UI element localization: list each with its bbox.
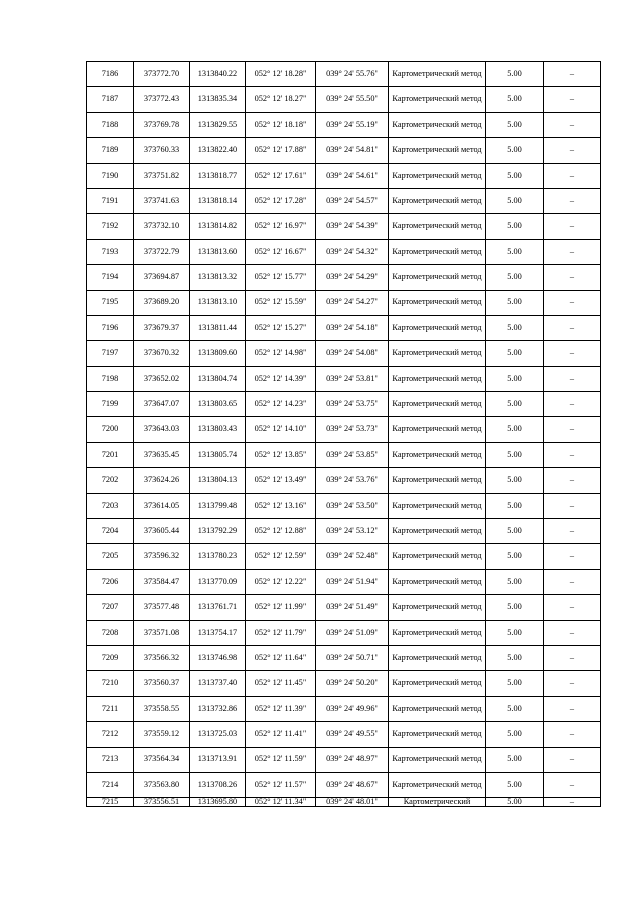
accuracy-cell: 5.00 [486, 493, 544, 518]
note-cell: – [544, 62, 601, 87]
longitude-cell: 039° 24' 54.81" [316, 138, 389, 163]
accuracy-cell: 5.00 [486, 544, 544, 569]
x-coordinate-cell: 373559.12 [134, 722, 190, 747]
x-coordinate-cell: 373556.51 [134, 798, 190, 807]
longitude-cell: 039° 24' 53.85" [316, 442, 389, 467]
x-coordinate-cell: 373732.10 [134, 214, 190, 239]
coordinates-table [86, 61, 601, 807]
note-cell: – [544, 138, 601, 163]
y-coordinate-cell: 1313813.10 [190, 290, 246, 315]
accuracy-cell: 5.00 [486, 519, 544, 544]
method-cell: Картометрический метод [389, 722, 486, 747]
y-coordinate-cell: 1313840.22 [190, 62, 246, 87]
table-row [87, 696, 601, 721]
table-row [87, 239, 601, 264]
longitude-cell: 039° 24' 54.57" [316, 188, 389, 213]
note-cell: – [544, 747, 601, 772]
longitude-cell: 039° 24' 55.19" [316, 112, 389, 137]
point-number-cell: 7205 [87, 544, 134, 569]
note-cell: – [544, 671, 601, 696]
note-cell: – [544, 87, 601, 112]
latitude-cell: 052° 12' 11.39" [246, 696, 316, 721]
method-cell: Картометрический метод [389, 315, 486, 340]
longitude-cell: 039° 24' 55.76" [316, 62, 389, 87]
note-cell: – [544, 519, 601, 544]
point-number-cell: 7198 [87, 366, 134, 391]
y-coordinate-cell: 1313761.71 [190, 595, 246, 620]
table-row [87, 188, 601, 213]
note-cell: – [544, 112, 601, 137]
note-cell: – [544, 798, 601, 807]
table-row [87, 798, 601, 807]
table-row [87, 265, 601, 290]
y-coordinate-cell: 1313770.09 [190, 569, 246, 594]
accuracy-cell: 5.00 [486, 645, 544, 670]
table-row [87, 493, 601, 518]
x-coordinate-cell: 373563.80 [134, 772, 190, 797]
longitude-cell: 039° 24' 48.97" [316, 747, 389, 772]
method-cell: Картометрический метод [389, 645, 486, 670]
accuracy-cell: 5.00 [486, 366, 544, 391]
table-row [87, 138, 601, 163]
note-cell: – [544, 341, 601, 366]
point-number-cell: 7210 [87, 671, 134, 696]
y-coordinate-cell: 1313713.91 [190, 747, 246, 772]
point-number-cell: 7189 [87, 138, 134, 163]
accuracy-cell: 5.00 [486, 290, 544, 315]
point-number-cell: 7207 [87, 595, 134, 620]
latitude-cell: 052° 12' 12.22" [246, 569, 316, 594]
y-coordinate-cell: 1313835.34 [190, 87, 246, 112]
longitude-cell: 039° 24' 53.50" [316, 493, 389, 518]
point-number-cell: 7197 [87, 341, 134, 366]
x-coordinate-cell: 373652.02 [134, 366, 190, 391]
accuracy-cell: 5.00 [486, 442, 544, 467]
table-row [87, 772, 601, 797]
method-cell: Картометрический метод [389, 569, 486, 594]
x-coordinate-cell: 373772.70 [134, 62, 190, 87]
longitude-cell: 039° 24' 54.61" [316, 163, 389, 188]
table-row [87, 519, 601, 544]
x-coordinate-cell: 373596.32 [134, 544, 190, 569]
accuracy-cell: 5.00 [486, 239, 544, 264]
y-coordinate-cell: 1313708.26 [190, 772, 246, 797]
y-coordinate-cell: 1313805.74 [190, 442, 246, 467]
y-coordinate-cell: 1313811.44 [190, 315, 246, 340]
longitude-cell: 039° 24' 54.39" [316, 214, 389, 239]
latitude-cell: 052° 12' 11.45" [246, 671, 316, 696]
point-number-cell: 7191 [87, 188, 134, 213]
latitude-cell: 052° 12' 18.27" [246, 87, 316, 112]
x-coordinate-cell: 373564.34 [134, 747, 190, 772]
method-cell: Картометрический [389, 798, 486, 807]
point-number-cell: 7200 [87, 417, 134, 442]
note-cell: – [544, 265, 601, 290]
note-cell: – [544, 493, 601, 518]
table-row [87, 722, 601, 747]
point-number-cell: 7214 [87, 772, 134, 797]
accuracy-cell: 5.00 [486, 595, 544, 620]
longitude-cell: 039° 24' 54.27" [316, 290, 389, 315]
y-coordinate-cell: 1313814.82 [190, 214, 246, 239]
latitude-cell: 052° 12' 17.61" [246, 163, 316, 188]
latitude-cell: 052° 12' 11.59" [246, 747, 316, 772]
longitude-cell: 039° 24' 51.09" [316, 620, 389, 645]
point-number-cell: 7186 [87, 62, 134, 87]
note-cell: – [544, 595, 601, 620]
y-coordinate-cell: 1313818.77 [190, 163, 246, 188]
longitude-cell: 039° 24' 48.67" [316, 772, 389, 797]
longitude-cell: 039° 24' 50.20" [316, 671, 389, 696]
point-number-cell: 7190 [87, 163, 134, 188]
x-coordinate-cell: 373670.32 [134, 341, 190, 366]
note-cell: – [544, 366, 601, 391]
method-cell: Картометрический метод [389, 214, 486, 239]
y-coordinate-cell: 1313737.40 [190, 671, 246, 696]
x-coordinate-cell: 373760.33 [134, 138, 190, 163]
point-number-cell: 7201 [87, 442, 134, 467]
latitude-cell: 052° 12' 15.27" [246, 315, 316, 340]
y-coordinate-cell: 1313732.86 [190, 696, 246, 721]
x-coordinate-cell: 373643.03 [134, 417, 190, 442]
latitude-cell: 052° 12' 11.64" [246, 645, 316, 670]
y-coordinate-cell: 1313803.65 [190, 392, 246, 417]
table-body [87, 62, 601, 807]
accuracy-cell: 5.00 [486, 265, 544, 290]
note-cell: – [544, 290, 601, 315]
y-coordinate-cell: 1313792.29 [190, 519, 246, 544]
point-number-cell: 7199 [87, 392, 134, 417]
accuracy-cell: 5.00 [486, 214, 544, 239]
x-coordinate-cell: 373571.08 [134, 620, 190, 645]
accuracy-cell: 5.00 [486, 468, 544, 493]
longitude-cell: 039° 24' 54.08" [316, 341, 389, 366]
y-coordinate-cell: 1313804.13 [190, 468, 246, 493]
note-cell: – [544, 468, 601, 493]
point-number-cell: 7204 [87, 519, 134, 544]
table-row [87, 417, 601, 442]
latitude-cell: 052° 12' 12.88" [246, 519, 316, 544]
x-coordinate-cell: 373558.55 [134, 696, 190, 721]
x-coordinate-cell: 373635.45 [134, 442, 190, 467]
latitude-cell: 052° 12' 15.59" [246, 290, 316, 315]
x-coordinate-cell: 373560.37 [134, 671, 190, 696]
document-page [86, 61, 600, 807]
x-coordinate-cell: 373689.20 [134, 290, 190, 315]
table-row [87, 595, 601, 620]
table-row [87, 366, 601, 391]
accuracy-cell: 5.00 [486, 138, 544, 163]
method-cell: Картометрический метод [389, 772, 486, 797]
x-coordinate-cell: 373769.78 [134, 112, 190, 137]
point-number-cell: 7192 [87, 214, 134, 239]
latitude-cell: 052° 12' 17.88" [246, 138, 316, 163]
point-number-cell: 7196 [87, 315, 134, 340]
longitude-cell: 039° 24' 54.18" [316, 315, 389, 340]
note-cell: – [544, 442, 601, 467]
x-coordinate-cell: 373679.37 [134, 315, 190, 340]
method-cell: Картометрический метод [389, 595, 486, 620]
latitude-cell: 052° 12' 16.67" [246, 239, 316, 264]
x-coordinate-cell: 373741.63 [134, 188, 190, 213]
note-cell: – [544, 214, 601, 239]
note-cell: – [544, 188, 601, 213]
accuracy-cell: 5.00 [486, 315, 544, 340]
method-cell: Картометрический метод [389, 188, 486, 213]
point-number-cell: 7188 [87, 112, 134, 137]
accuracy-cell: 5.00 [486, 696, 544, 721]
note-cell: – [544, 569, 601, 594]
table-row [87, 315, 601, 340]
longitude-cell: 039° 24' 49.96" [316, 696, 389, 721]
longitude-cell: 039° 24' 51.49" [316, 595, 389, 620]
method-cell: Картометрический метод [389, 290, 486, 315]
method-cell: Картометрический метод [389, 544, 486, 569]
latitude-cell: 052° 12' 13.85" [246, 442, 316, 467]
table-row [87, 468, 601, 493]
latitude-cell: 052° 12' 16.97" [246, 214, 316, 239]
table-row [87, 341, 601, 366]
note-cell: – [544, 544, 601, 569]
method-cell: Картометрический метод [389, 620, 486, 645]
method-cell: Картометрический метод [389, 138, 486, 163]
x-coordinate-cell: 373614.05 [134, 493, 190, 518]
method-cell: Картометрический метод [389, 493, 486, 518]
table-row [87, 392, 601, 417]
x-coordinate-cell: 373584.47 [134, 569, 190, 594]
note-cell: – [544, 722, 601, 747]
table-row [87, 163, 601, 188]
y-coordinate-cell: 1313813.60 [190, 239, 246, 264]
method-cell: Картометрический метод [389, 112, 486, 137]
accuracy-cell: 5.00 [486, 798, 544, 807]
longitude-cell: 039° 24' 53.73" [316, 417, 389, 442]
note-cell: – [544, 239, 601, 264]
accuracy-cell: 5.00 [486, 747, 544, 772]
accuracy-cell: 5.00 [486, 620, 544, 645]
note-cell: – [544, 645, 601, 670]
latitude-cell: 052° 12' 18.18" [246, 112, 316, 137]
method-cell: Картометрический метод [389, 341, 486, 366]
method-cell: Картометрический метод [389, 265, 486, 290]
x-coordinate-cell: 373772.43 [134, 87, 190, 112]
table-row [87, 214, 601, 239]
method-cell: Картометрический метод [389, 163, 486, 188]
latitude-cell: 052° 12' 12.59" [246, 544, 316, 569]
accuracy-cell: 5.00 [486, 188, 544, 213]
longitude-cell: 039° 24' 53.12" [316, 519, 389, 544]
longitude-cell: 039° 24' 53.81" [316, 366, 389, 391]
latitude-cell: 052° 12' 17.28" [246, 188, 316, 213]
note-cell: – [544, 620, 601, 645]
latitude-cell: 052° 12' 13.49" [246, 468, 316, 493]
accuracy-cell: 5.00 [486, 392, 544, 417]
table-row [87, 87, 601, 112]
table-row [87, 671, 601, 696]
latitude-cell: 052° 12' 14.39" [246, 366, 316, 391]
point-number-cell: 7215 [87, 798, 134, 807]
accuracy-cell: 5.00 [486, 112, 544, 137]
longitude-cell: 039° 24' 53.76" [316, 468, 389, 493]
table-row [87, 569, 601, 594]
table-row [87, 645, 601, 670]
latitude-cell: 052° 12' 18.28" [246, 62, 316, 87]
method-cell: Картометрический метод [389, 62, 486, 87]
y-coordinate-cell: 1313780.23 [190, 544, 246, 569]
accuracy-cell: 5.00 [486, 87, 544, 112]
method-cell: Картометрический метод [389, 87, 486, 112]
method-cell: Картометрический метод [389, 442, 486, 467]
y-coordinate-cell: 1313804.74 [190, 366, 246, 391]
method-cell: Картометрический метод [389, 519, 486, 544]
point-number-cell: 7211 [87, 696, 134, 721]
note-cell: – [544, 772, 601, 797]
x-coordinate-cell: 373751.82 [134, 163, 190, 188]
latitude-cell: 052° 12' 11.34" [246, 798, 316, 807]
x-coordinate-cell: 373566.32 [134, 645, 190, 670]
note-cell: – [544, 163, 601, 188]
latitude-cell: 052° 12' 14.10" [246, 417, 316, 442]
accuracy-cell: 5.00 [486, 671, 544, 696]
point-number-cell: 7213 [87, 747, 134, 772]
point-number-cell: 7194 [87, 265, 134, 290]
longitude-cell: 039° 24' 50.71" [316, 645, 389, 670]
method-cell: Картометрический метод [389, 392, 486, 417]
accuracy-cell: 5.00 [486, 163, 544, 188]
table-row [87, 747, 601, 772]
note-cell: – [544, 315, 601, 340]
point-number-cell: 7208 [87, 620, 134, 645]
longitude-cell: 039° 24' 54.29" [316, 265, 389, 290]
method-cell: Картометрический метод [389, 239, 486, 264]
y-coordinate-cell: 1313746.98 [190, 645, 246, 670]
note-cell: – [544, 696, 601, 721]
longitude-cell: 039° 24' 52.48" [316, 544, 389, 569]
longitude-cell: 039° 24' 55.50" [316, 87, 389, 112]
method-cell: Картометрический метод [389, 468, 486, 493]
latitude-cell: 052° 12' 11.57" [246, 772, 316, 797]
note-cell: – [544, 392, 601, 417]
table-row [87, 112, 601, 137]
latitude-cell: 052° 12' 13.16" [246, 493, 316, 518]
latitude-cell: 052° 12' 14.23" [246, 392, 316, 417]
latitude-cell: 052° 12' 11.41" [246, 722, 316, 747]
table-row [87, 62, 601, 87]
point-number-cell: 7187 [87, 87, 134, 112]
y-coordinate-cell: 1313803.43 [190, 417, 246, 442]
method-cell: Картометрический метод [389, 671, 486, 696]
longitude-cell: 039° 24' 54.32" [316, 239, 389, 264]
table-row [87, 442, 601, 467]
latitude-cell: 052° 12' 15.77" [246, 265, 316, 290]
point-number-cell: 7212 [87, 722, 134, 747]
method-cell: Картометрический метод [389, 696, 486, 721]
y-coordinate-cell: 1313809.60 [190, 341, 246, 366]
longitude-cell: 039° 24' 48.01" [316, 798, 389, 807]
table-row [87, 290, 601, 315]
point-number-cell: 7195 [87, 290, 134, 315]
latitude-cell: 052° 12' 11.99" [246, 595, 316, 620]
point-number-cell: 7203 [87, 493, 134, 518]
accuracy-cell: 5.00 [486, 772, 544, 797]
table-row [87, 544, 601, 569]
y-coordinate-cell: 1313829.55 [190, 112, 246, 137]
x-coordinate-cell: 373624.26 [134, 468, 190, 493]
y-coordinate-cell: 1313799.48 [190, 493, 246, 518]
y-coordinate-cell: 1313818.14 [190, 188, 246, 213]
x-coordinate-cell: 373605.44 [134, 519, 190, 544]
method-cell: Картометрический метод [389, 366, 486, 391]
y-coordinate-cell: 1313754.17 [190, 620, 246, 645]
longitude-cell: 039° 24' 53.75" [316, 392, 389, 417]
point-number-cell: 7202 [87, 468, 134, 493]
x-coordinate-cell: 373647.07 [134, 392, 190, 417]
accuracy-cell: 5.00 [486, 62, 544, 87]
accuracy-cell: 5.00 [486, 722, 544, 747]
longitude-cell: 039° 24' 51.94" [316, 569, 389, 594]
x-coordinate-cell: 373577.48 [134, 595, 190, 620]
y-coordinate-cell: 1313813.32 [190, 265, 246, 290]
y-coordinate-cell: 1313822.40 [190, 138, 246, 163]
longitude-cell: 039° 24' 49.55" [316, 722, 389, 747]
x-coordinate-cell: 373722.79 [134, 239, 190, 264]
point-number-cell: 7193 [87, 239, 134, 264]
y-coordinate-cell: 1313695.80 [190, 798, 246, 807]
table-row [87, 620, 601, 645]
point-number-cell: 7206 [87, 569, 134, 594]
latitude-cell: 052° 12' 11.79" [246, 620, 316, 645]
y-coordinate-cell: 1313725.03 [190, 722, 246, 747]
point-number-cell: 7209 [87, 645, 134, 670]
accuracy-cell: 5.00 [486, 417, 544, 442]
accuracy-cell: 5.00 [486, 341, 544, 366]
method-cell: Картометрический метод [389, 747, 486, 772]
latitude-cell: 052° 12' 14.98" [246, 341, 316, 366]
accuracy-cell: 5.00 [486, 569, 544, 594]
x-coordinate-cell: 373694.87 [134, 265, 190, 290]
note-cell: – [544, 417, 601, 442]
method-cell: Картометрический метод [389, 417, 486, 442]
